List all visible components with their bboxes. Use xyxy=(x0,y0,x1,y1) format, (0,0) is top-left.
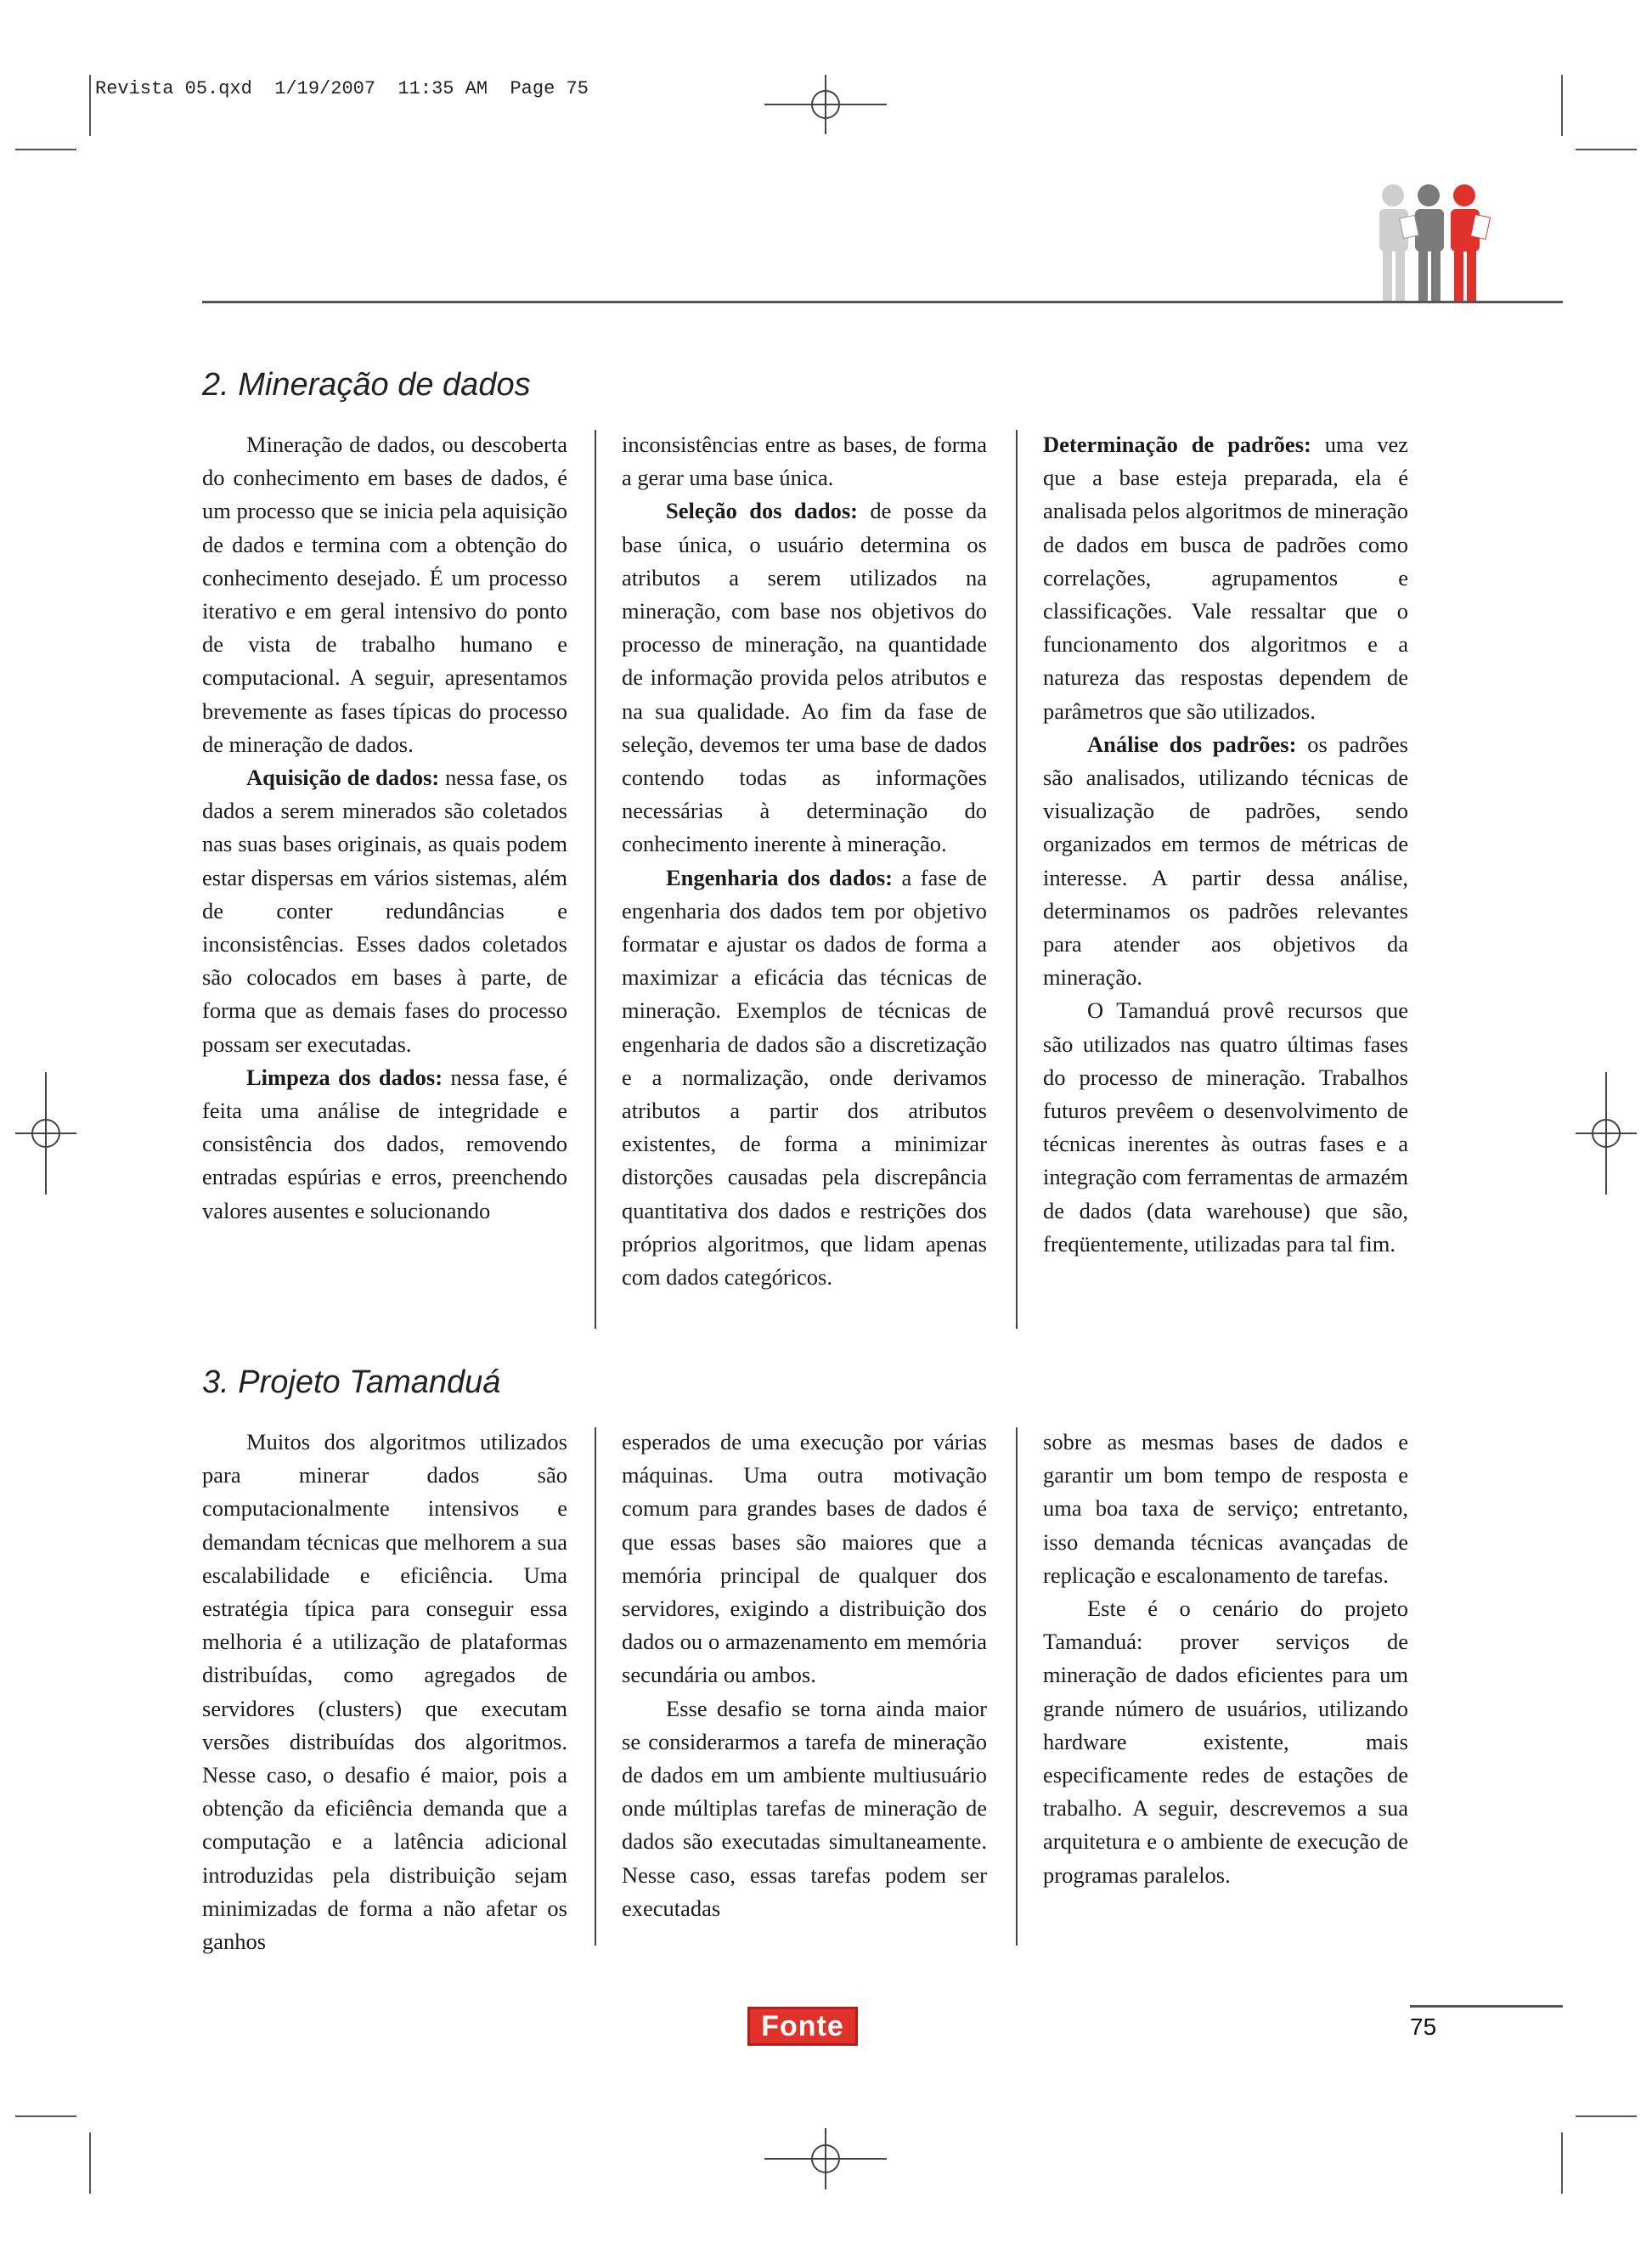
registration-mark-top-icon xyxy=(764,75,887,134)
section-3-column-1 xyxy=(202,1426,567,1958)
paragraph xyxy=(622,861,987,1295)
paragraph-heading: Determinação de padrões: xyxy=(1043,432,1311,457)
section-3-column-3 xyxy=(1043,1426,1408,1892)
paragraph-body: uma vez que a base esteja preparada, ela é analisada pelos algoritmos de mineração de dados em busca de padrões como correlações, agrupamentos e classificações. Vale ressaltar que o funcionamento dos algoritmos e a natureza das respostas dependem de parâmetros que são utilizados. xyxy=(1043,432,1408,724)
registration-mark-right-icon xyxy=(1576,1072,1637,1195)
section-3-column-2 xyxy=(622,1426,987,1925)
paragraph-heading: Aquisição de dados: xyxy=(246,765,440,791)
paragraph-body: a fase de engenharia dos dados tem por objetivo formatar e ajustar os dados de forma a maximizar a eficácia das técnicas de mineração. Exemplos de técnicas de engenharia de dados são a discretização e a normalização, onde derivamos atributos a partir dos atributos existentes, de forma a minimizar distorções causadas pela discrepância quantitativa dos dados e restrições dos próprios algoritmos, que lidam apenas com dados categóricos. xyxy=(622,864,987,1291)
three-people-figures-icon xyxy=(1367,178,1503,306)
paragraph: Mineração de dados, ou descoberta do conhecimento em bases de dados, é um processo que se inicia pela aquisição de dados e termina com a obtenção do conhecimento desejado. É um processo iterativo e em geral intensivo do ponto de vista de trabalho humano e computacional. A seguir, apresentamos brevemente as fases típicas do processo de mineração de dados. xyxy=(202,432,567,757)
paragraph-body: nessa fase, é feita uma análise de integridade e consistência dos dados, removendo entradas espúrias e erros, preenchendo valores ausentes e solucionando xyxy=(202,1064,567,1223)
section-2-column-3 xyxy=(1043,428,1408,1261)
fonte-logo: Fonte xyxy=(747,2007,858,2046)
section-2-title: 2. Mineração de dados xyxy=(202,367,531,403)
paragraph-heading: Engenharia dos dados: xyxy=(666,864,893,890)
section-2-column-1 xyxy=(202,428,567,1228)
page-number-rule xyxy=(1410,2005,1563,2008)
paragraph xyxy=(622,494,987,861)
paragraph xyxy=(1043,428,1408,728)
column-divider xyxy=(595,1427,596,1946)
paragraph: O Tamanduá provê recursos que são utilizados nas quatro últimas fases do processo de mineração. Trabalhos futuros prevêem o desenvolvimento de técnicas inerentes às outras fases e a integração com ferramentas de armazém de dados (data warehouse) que são, freqüentemente, utilizadas para tal fim. xyxy=(1043,997,1408,1257)
paragraph xyxy=(202,761,567,1061)
paragraph: Esse desafio se torna ainda maior se considerarmos a tarefa de mineração de dados em um ambiente multiusuário onde múltiplas tarefas de mineração de dados são executadas simultaneamente. Nesse caso, essas tarefas podem ser executadas xyxy=(622,1695,987,1921)
section-2-column-2 xyxy=(622,428,987,1294)
paragraph-heading: Seleção dos dados: xyxy=(666,498,859,524)
paragraph: sobre as mesmas bases de dados e garantir um bom tempo de resposta e uma boa taxa de serviço; entretanto, isso demanda técnicas avançadas de replicação e escalonamento de tarefas. xyxy=(1043,1429,1408,1588)
column-divider xyxy=(1016,430,1018,1329)
paragraph: Muitos dos algoritmos utilizados para minerar dados são computacionalmente intensivos e demandam técnicas que melhorem a sua escalabilidade e eficiência. Uma estratégia típica para conseguir essa melhoria é a utilização de plataformas distribuídas, como agregados de servidores (clusters) que executam versões distribuídas dos algoritmos. Nesse caso, o desafio é maior, pois a obtenção da eficiência demanda que a computação e a latência adicional introduzidas pela distribuição sejam minimizadas de forma a não afetar os ganhos xyxy=(202,1429,567,1955)
paragraph xyxy=(1043,728,1408,995)
print-slug-line: Revista 05.qxd 1/19/2007 11:35 AM Page 75 xyxy=(95,78,589,99)
paragraph-body: de posse da base única, o usuário determina os atributos a serem utilizados na mineração, com base nos objetivos do processo de mineração, na quantidade de informação provida pelos atributos e na sua qualidade. Ao fim da fase de seleção, devemos ter uma base de dados contendo todas as informações necessárias à determinação do conhecimento inerente à mineração. xyxy=(622,498,987,857)
paragraph xyxy=(202,1061,567,1228)
paragraph: Este é o cenário do projeto Tamanduá: prover serviços de mineração de dados eficientes para um grande número de usuários, utilizando hardware existente, mais especificamente redes de estações de trabalho. A seguir, descrevemos a sua arquitetura e o ambiente de execução de programas paralelos. xyxy=(1043,1596,1408,1888)
registration-mark-bottom-icon xyxy=(764,2128,887,2189)
registration-mark-left-icon xyxy=(15,1072,76,1195)
column-divider xyxy=(1016,1427,1018,1946)
column-divider xyxy=(595,430,596,1329)
header-rule xyxy=(202,301,1563,303)
paragraph-heading: Análise dos padrões: xyxy=(1087,731,1297,757)
paragraph: inconsistências entre as bases, de forma a gerar uma base única. xyxy=(622,432,987,491)
section-3-title: 3. Projeto Tamanduá xyxy=(202,1364,501,1400)
paragraph-heading: Limpeza dos dados: xyxy=(246,1064,443,1090)
paragraph-body: os padrões são analisados, utilizando técnicas de visualização de padrões, sendo organizados em termos de métricas de interesse. A partir dessa análise, determinamos os padrões relevantes para atender aos objetivos da mineração. xyxy=(1043,731,1408,991)
paragraph: esperados de uma execução por várias máquinas. Uma outra motivação comum para grandes bases de dados é que essas bases são maiores que a memória principal de qualquer dos servidores, exigindo a distribuição dos dados ou o armazenamento em memória secundária ou ambos. xyxy=(622,1429,987,1688)
paragraph-body: nessa fase, os dados a serem minerados são coletados nas suas bases originais, as quais podem estar dispersas em vários sistemas, além de conter redundâncias e inconsistências. Esses dados coletados são colocados em bases à parte, de forma que as demais fases do processo possam ser executadas. xyxy=(202,765,567,1057)
page-number: 75 xyxy=(1410,2014,1437,2040)
